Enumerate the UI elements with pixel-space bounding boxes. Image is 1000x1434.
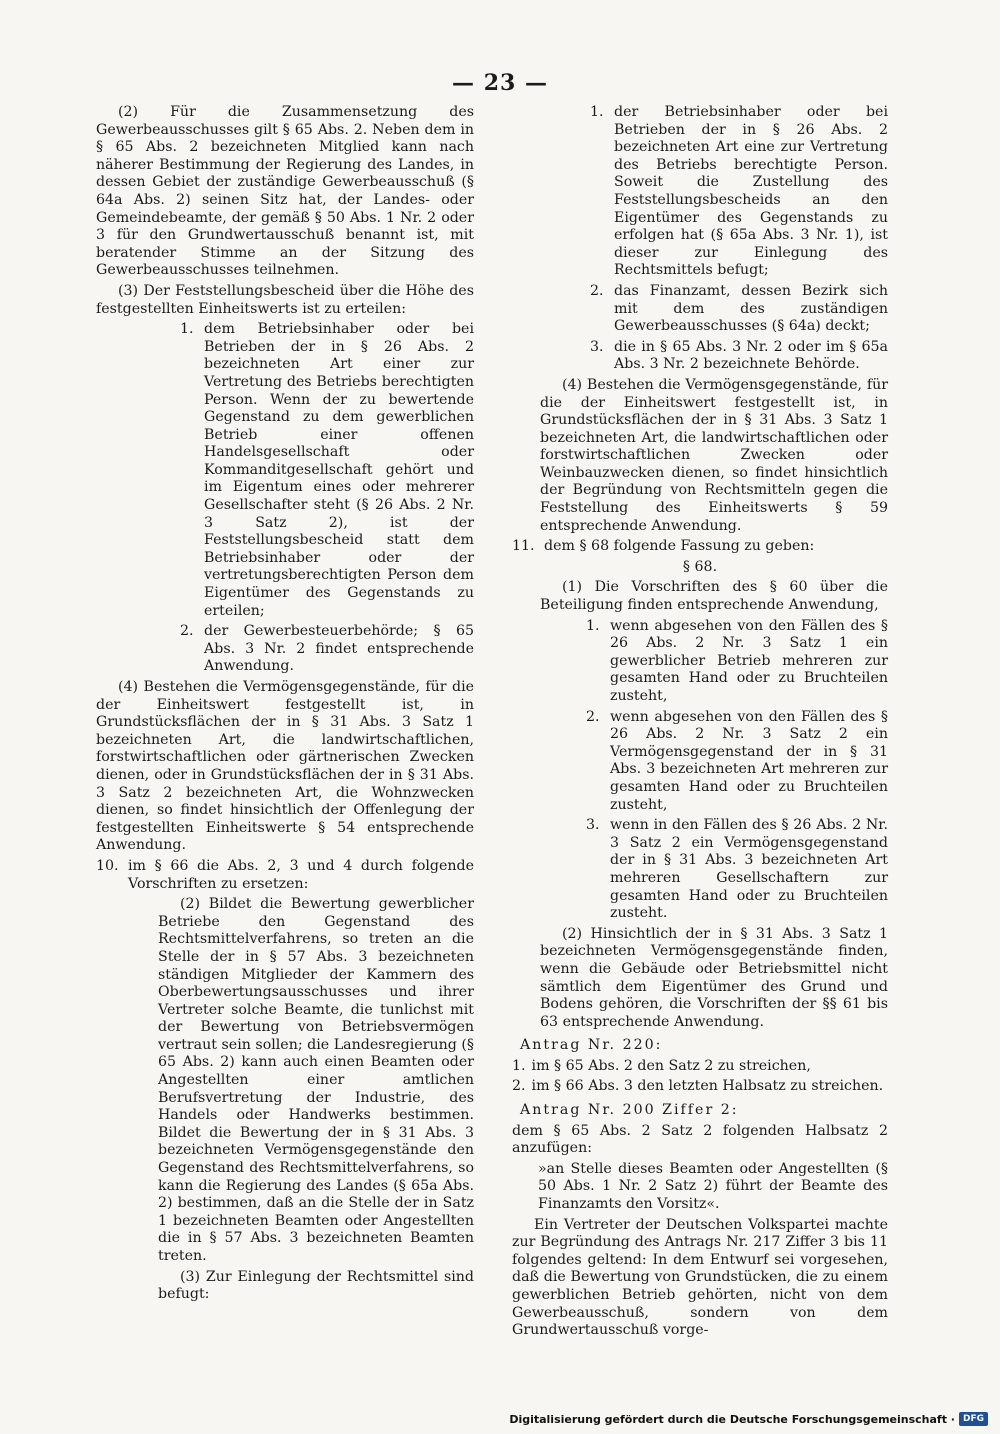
list-text: wenn abgesehen von den Fällen des § 26 Abs. 2 Nr. 3 Satz 1 ein gewerblicher Betrieb mehreren zur gesamten Hand oder zu Bruchteilen zusteht, [610,617,888,704]
page-number: — 23 — [452,70,548,96]
list-text: dem Betriebsinhaber oder bei Betrieben der in § 26 Abs. 2 bezeichneten Art einer zur Vertretung des Betriebs berechtigten Person. Wenn der zu bewertende Gegenstand zu dem gewerblichen Betrieb einer offenen Handelsgesellschaft oder Kommanditgesellschaft gehört und im Eigentum eines oder mehrerer Gesellschafter steht (§ 26 Abs. 2 Nr. 3 Satz 2), ist der Feststellungsbescheid statt dem Betriebsinhaber oder der vertretungsberechtigten Person dem Eigentümer des Gegenstands zu erteilen; [204,321,474,619]
paragraph: (1) Die Vorschriften des § 60 über die Beteiligung finden entsprechende Anwendung, [540,579,888,614]
list-text: dem § 68 folgende Fassung zu geben: [544,538,815,555]
left-column [96,104,474,1307]
paragraph: Ein Vertreter der Deutschen Volkspartei machte zur Begründung des Antrags Nr. 217 Ziffer 3 bis 11 folgendes geltend: In dem Entwurf sei vorgesehen, daß die Bewertung von Grundstücken, die zu einem gewerblichen Betrieb gehörten, nicht von dem Gewerbeausschuß, sondern von dem Grundwertausschuß vorge- [512,1216,888,1339]
motion-heading: Antrag Nr. 220: [520,1037,663,1054]
list-item [586,709,888,815]
list-text: im § 66 die Abs. 2, 3 und 4 durch folgende Vorschriften zu ersetzen: [128,857,474,892]
motion-heading: Antrag Nr. 200 Ziffer 2: [520,1102,739,1119]
list-item [180,321,474,620]
list-item [512,1078,888,1096]
list-text: im § 66 Abs. 3 den letzten Halbsatz zu streichen. [531,1078,884,1095]
list-number: 2. [512,1078,526,1095]
list-text: der Betriebsinhaber oder bei Betrieben der in § 26 Abs. 2 bezeichneten Art eine zur Vertretung des Betriebs berechtigte Person. Soweit die Zustellung des Feststellungsbescheids an den Eigentümer des Gegenstands zu erfolgen hat (§ 65a Abs. 3 Nr. 1), ist dieser zur Einlegung des Rechtsmittels befugt; [614,104,888,279]
list-item [512,1058,888,1076]
digitization-credit [509,1412,988,1426]
list-text: die in § 65 Abs. 3 Nr. 2 oder im § 65a Abs. 3 Nr. 2 bezeichnete Behörde. [614,338,888,373]
list-number: 2. [590,282,604,299]
credit-text: Digitalisierung gefördert durch die Deutsche Forschungsgemeinschaft · [509,1412,955,1426]
list-number: 1. [180,321,194,338]
list-number: 3. [586,817,600,834]
dfg-logo: DFG [959,1412,988,1426]
section-heading: § 68. [682,558,718,575]
paragraph: dem § 65 Abs. 2 Satz 2 folgenden Halbsatz 2 anzufügen: [512,1122,888,1157]
list-text: das Finanzamt, dessen Bezirk sich mit dem des zuständigen Gewerbeausschusses (§ 64a) deckt; [614,282,888,335]
list-item [590,283,888,336]
list-number: 1. [590,104,604,120]
paragraph: (2) Hinsichtlich der in § 31 Abs. 3 Satz 1 bezeichneten Vermögensgegenstände finden, wenn die Gebäude oder Betriebsmittel nicht sämtlich dem Eigentümer des Grund und Bodens gehören, die Vorschriften der §§ 61 bis 63 entsprechende Anwendung. [540,925,888,1030]
list-item [586,817,888,923]
list-item [586,618,888,706]
list-text: wenn in den Fällen des § 26 Abs. 2 Nr. 3 Satz 2 ein Vermögensgegenstand der in § 31 Abs. 3 bezeichneten Art mehreren Gesellschaftern zur gesamten Hand oder zu Bruchteilen zusteht. [610,817,888,922]
right-column [512,104,888,1343]
list-number: 2. [586,708,600,725]
paragraph: (4) Bestehen die Vermögensgegenstände, für die der Einheitswert festgestellt ist, in Grundstücksflächen der in § 31 Abs. 3 Satz 1 bezeichneten Art, die landwirtschaftlichen, forstwirtschaftlichen oder gärtnerischen Zwecken dienen, oder in Grundstücksflächen der in § 31 Abs. 3 Satz 2 bezeichneten Art, die Wohnzwecken dienen, so findet hinsichtlich der Offenlegung der festgestellten Einheitswerte § 54 entsprechende Anwendung. [96,679,474,854]
list-number: 10. [96,857,119,874]
list-item [590,104,888,280]
paragraph: (4) Bestehen die Vermögensgegenstände, für die der Einheitswert festgestellt ist, in Grundstücksflächen der in § 31 Abs. 3 Satz 1 bezeichneten Art, die landwirtschaftlichen oder forstwirtschaftlichen Zwecken oder Weinbauzwecken dienen, so findet hinsichtlich der Begründung von Rechtsmitteln gegen die Feststellung des Einheitswerts § 59 entsprechende Anwendung. [540,376,888,534]
paragraph: (3) Zur Einlegung der Rechtsmittel sind befugt: [158,1268,474,1303]
paragraph: (2) Für die Zusammensetzung des Gewerbeausschusses gilt § 65 Abs. 2. Neben dem in § 65 Abs. 2 bezeichneten Mitglied kann nach näherer Bestimmung der Regierung des Landes, in dessen Gebiet der zuständige Gewerbeausschuß (§ 64a Abs. 2) seinen Sitz hat, der Landes- oder Gemeindebeamte, der gemäß § 50 Abs. 1 Nr. 2 oder 3 für den Grundwertausschuß benannt ist, mit beratender Stimme an der Sitzung des Gewerbeausschusses teilnehmen. [96,104,474,279]
list-number: 1. [512,1057,526,1074]
list-number: 3. [590,338,604,355]
list-item [512,538,888,556]
quote: »an Stelle dieses Beamten oder Angestellten (§ 50 Abs. 1 Nr. 2 Satz 2) führt der Beamte des Finanzamts den Vorsitz«. [538,1160,888,1213]
list-item [180,623,474,676]
list-text: wenn abgesehen von den Fällen des § 26 Abs. 2 Nr. 3 Satz 2 ein Vermögensgegenstand der in § 31 Abs. 3 bezeichneten Art mehreren zur gesamten Hand oder zu Bruchteilen zusteht, [610,708,888,813]
paragraph: (2) Bildet die Bewertung gewerblicher Betriebe den Gegenstand des Rechtsmittelverfahrens, so treten an die Stelle der in § 57 Abs. 3 bezeichneten ständigen Mitglieder der Kammern des Oberbewertungsausschusses und ihrer Vertreter solche Beamte, die tunlichst mit der Bewertung von Betriebsvermögen vertraut sein sollen; die Landesregierung (§ 65 Abs. 2) kann auch einen Beamten oder Angestellten einer amtlichen Berufsvertretung der Industrie, des Handels oder Handwerks bestimmen. Bildet die Bewertung der in § 31 Abs. 3 bezeichneten Vermögensgegenstände den Gegenstand des Rechtsmittelverfahrens, so kann die Regierung des Landes (§ 65a Abs. 2) bestimmen, daß an die Stelle der in Satz 1 bezeichneten Beamten oder Angestellten die in § 57 Abs. 3 bezeichneten Beamten treten. [158,896,474,1264]
list-number: 2. [180,623,194,640]
list-number: 1. [586,617,600,634]
list-text: im § 65 Abs. 2 den Satz 2 zu streichen, [531,1057,811,1074]
list-item [96,858,474,893]
list-item [590,339,888,374]
list-text: der Gewerbesteuerbehörde; § 65 Abs. 3 Nr. 2 findet entsprechende Anwendung. [204,623,474,675]
list-number: 11. [512,538,535,555]
paragraph: (3) Der Feststellungsbescheid über die Höhe des festgestellten Einheitswerts ist zu erteilen: [96,282,474,317]
